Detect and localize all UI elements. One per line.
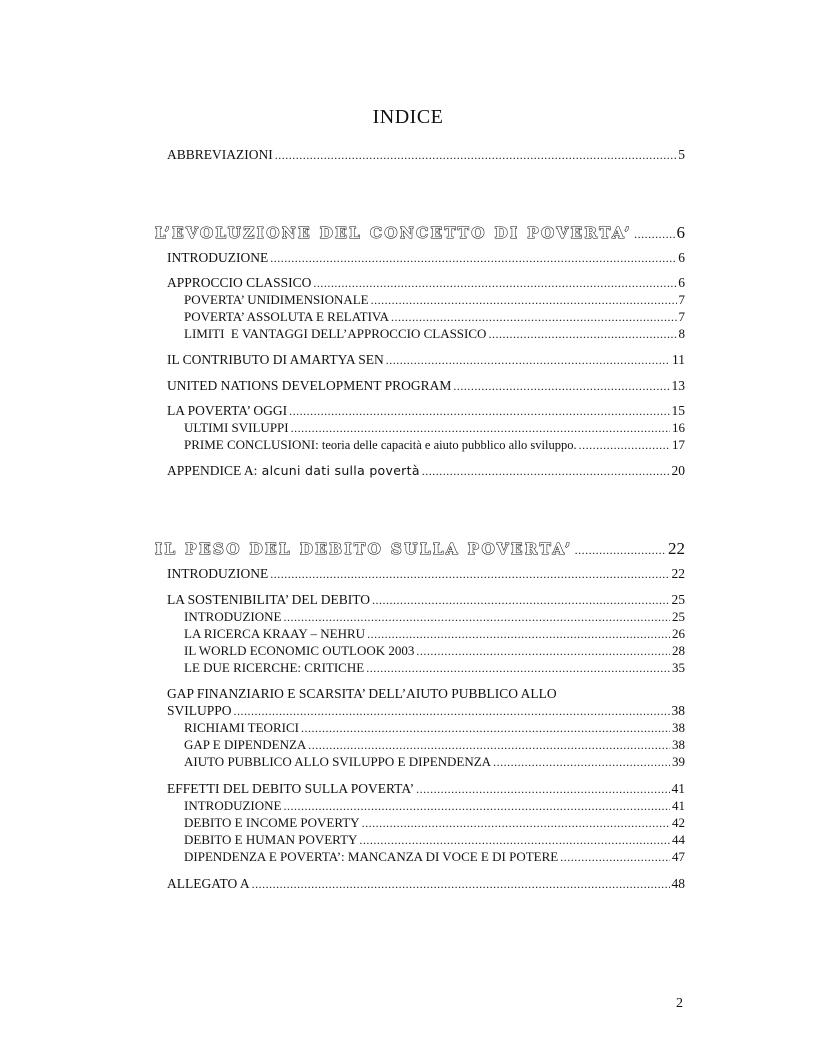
toc-leader	[283, 798, 670, 814]
toc-label-lower: alcuni dati sulla povertà	[257, 463, 420, 478]
toc-entry-abbreviazioni[interactable]	[167, 147, 685, 163]
toc-label: ALLEGATO A	[167, 876, 250, 891]
toc-entry-undp[interactable]	[167, 378, 685, 394]
toc-subentry-kraay-nehru[interactable]	[184, 626, 685, 642]
toc-chapter-1[interactable]	[155, 223, 685, 244]
toc-label: ULTIMI SVILUPPI	[184, 420, 289, 435]
toc-page: 13	[671, 378, 685, 393]
toc-page: 28	[672, 643, 685, 658]
toc-page: 42	[672, 815, 685, 830]
toc-leader	[575, 539, 666, 560]
toc-leader	[579, 437, 670, 453]
toc-label: GAP E DIPENDENZA	[184, 737, 307, 752]
toc-page: 22	[671, 566, 685, 581]
toc-subentry-weo-2003[interactable]	[184, 643, 685, 659]
toc-subentry-critiche[interactable]	[184, 660, 685, 676]
toc-leader	[634, 223, 674, 244]
toc-leader	[270, 566, 669, 582]
toc-label: SVILUPPO	[167, 703, 232, 718]
toc-leader	[367, 626, 670, 642]
toc-page: 39	[672, 754, 685, 769]
toc-label: IL WORLD ECONOMIC OUTLOOK 2003	[184, 643, 415, 658]
page-title: INDICE	[372, 106, 444, 128]
toc-label: APPROCCIO CLASSICO	[167, 275, 312, 290]
toc-leader	[488, 326, 676, 342]
toc-entry-gap-finanziario[interactable]	[167, 703, 685, 719]
toc-page: 16	[672, 420, 685, 435]
toc-entry-allegato-a[interactable]	[167, 876, 685, 892]
toc-label: RICHIAMI TEORICI	[184, 720, 299, 735]
toc-page: 41	[671, 781, 685, 796]
toc-leader	[362, 815, 670, 831]
toc-label: DEBITO E INCOME POVERTY	[184, 815, 360, 830]
toc-subentry-unidimensionale[interactable]	[184, 292, 685, 308]
toc-label	[167, 463, 420, 479]
toc-page: 35	[672, 660, 685, 675]
toc-leader	[372, 592, 669, 608]
toc-label: LE DUE RICERCHE: CRITICHE	[184, 660, 365, 675]
toc-label-caps: PRIME CONCLUSIONI:	[184, 437, 319, 452]
toc-label: EFFETTI DEL DEBITO SULLA POVERTA’	[167, 781, 415, 796]
toc-leader	[270, 250, 676, 266]
toc-chapter-2[interactable]	[155, 539, 685, 560]
toc-leader	[283, 609, 670, 625]
toc-label: DIPENDENZA E POVERTA’: MANCANZA DI VOCE E DI POTERE	[184, 849, 559, 864]
toc-label: INTRODUZIONE	[184, 609, 282, 624]
toc-leader	[366, 660, 670, 676]
toc-page: 38	[672, 737, 685, 752]
toc-label: ABBREVIAZIONI	[167, 147, 273, 162]
toc-label: POVERTA’ UNIDIMENSIONALE	[184, 292, 369, 307]
toc-entry-poverta-oggi[interactable]	[167, 403, 685, 419]
toc-page: 44	[672, 832, 685, 847]
toc-subentry-gap-dipendenza[interactable]	[184, 737, 685, 753]
toc-entry-approccio-classico[interactable]	[167, 275, 685, 291]
toc-page: 5	[678, 147, 685, 162]
toc-page: 22	[668, 539, 685, 558]
toc-label: LA POVERTA’ OGGI	[167, 403, 288, 418]
toc-page: 8	[678, 326, 685, 341]
toc-page: 17	[672, 437, 685, 452]
toc-page: 20	[671, 463, 685, 478]
toc-entry-sostenibilita[interactable]	[167, 592, 685, 608]
toc-page: 7	[678, 292, 685, 307]
toc-subentry-income-poverty[interactable]	[184, 815, 685, 831]
toc-label-caps: APPENDICE A:	[167, 463, 258, 478]
toc-page: 25	[671, 592, 685, 607]
toc-leader	[422, 463, 670, 479]
toc-page: 6	[678, 250, 685, 265]
chapter-title: L’EVOLUZIONE DEL CONCETTO DI POVERTA’	[155, 224, 633, 242]
toc-page: 15	[671, 403, 685, 418]
toc-leader	[252, 876, 670, 892]
toc-page: 11	[672, 352, 685, 367]
page-number: 2	[676, 996, 683, 1011]
toc-subentry-introduzione[interactable]	[184, 798, 685, 814]
toc-entry-appendice-a[interactable]	[167, 463, 685, 479]
toc-page: 6	[678, 275, 685, 290]
toc-label: DEBITO E HUMAN POVERTY	[184, 832, 358, 847]
toc-entry-introduzione[interactable]	[167, 566, 685, 582]
toc-leader	[560, 849, 670, 865]
toc-leader	[234, 703, 670, 719]
toc-page: 7	[678, 309, 685, 324]
toc-page: 38	[672, 720, 685, 735]
toc-subentry-aiuto-pubblico[interactable]	[184, 754, 685, 770]
toc-label	[184, 437, 577, 453]
toc-label: POVERTA’ ASSOLUTA E RELATIVA	[184, 309, 390, 324]
toc-leader	[493, 754, 670, 770]
toc-leader	[359, 832, 670, 848]
toc-leader	[308, 737, 670, 753]
toc-subentry-introduzione[interactable]	[184, 609, 685, 625]
toc-page: 25	[672, 609, 685, 624]
toc-leader	[371, 292, 677, 308]
toc-page: 41	[672, 798, 685, 813]
toc-entry-gap-line1[interactable]: GAP FINANZIARIO E SCARSITA’ DELL’AIUTO PUBBLICO ALLO	[167, 686, 557, 701]
toc-label: INTRODUZIONE	[167, 566, 269, 581]
toc-entry-introduzione[interactable]	[167, 250, 685, 266]
toc-leader	[301, 720, 670, 736]
toc-page: 26	[672, 626, 685, 641]
toc-label: LA SOSTENIBILITA’ DEL DEBITO	[167, 592, 371, 607]
toc-subentry-voce-potere[interactable]	[184, 849, 685, 865]
toc-subentry-ultimi-sviluppi[interactable]	[184, 420, 685, 436]
toc-leader	[275, 147, 677, 163]
toc-label: LA RICERCA KRAAY – NEHRU	[184, 626, 366, 641]
toc-subentry-limiti-vantaggi[interactable]	[184, 326, 685, 342]
toc-subentry-human-poverty[interactable]	[184, 832, 685, 848]
toc-leader	[289, 403, 669, 419]
toc-page: 38	[671, 703, 685, 718]
toc-label: LIMITI E VANTAGGI DELL’APPROCCIO CLASSICO	[184, 326, 487, 341]
toc-label: AIUTO PUBBLICO ALLO SVILUPPO E DIPENDENZA	[184, 754, 492, 769]
toc-leader	[386, 352, 670, 368]
toc-entry-effetti-debito[interactable]	[167, 781, 685, 797]
toc-label: INTRODUZIONE	[167, 250, 269, 265]
toc-leader	[453, 378, 669, 394]
toc-subentry-assoluta-relativa[interactable]	[184, 309, 685, 325]
toc-leader	[291, 420, 670, 436]
toc-leader	[416, 781, 669, 797]
toc-page: 47	[672, 849, 685, 864]
toc-subentry-richiami-teorici[interactable]	[184, 720, 685, 736]
toc-page: 48	[671, 876, 685, 891]
toc-label-lower: teoria delle capacità e aiuto pubblico allo sviluppo.	[318, 438, 577, 452]
toc-label: INTRODUZIONE	[184, 798, 282, 813]
toc-label: IL CONTRIBUTO DI AMARTYA SEN	[167, 352, 384, 367]
toc-leader	[416, 643, 670, 659]
toc-entry-amartya-sen[interactable]	[167, 352, 685, 368]
toc-leader	[313, 275, 676, 291]
chapter-title: IL PESO DEL DEBITO SULLA POVERTA’	[155, 540, 573, 558]
toc-subentry-prime-conclusioni[interactable]	[184, 437, 685, 453]
toc-label: UNITED NATIONS DEVELOPMENT PROGRAM	[167, 378, 452, 393]
toc-page: 6	[676, 223, 685, 242]
toc-leader	[391, 309, 676, 325]
